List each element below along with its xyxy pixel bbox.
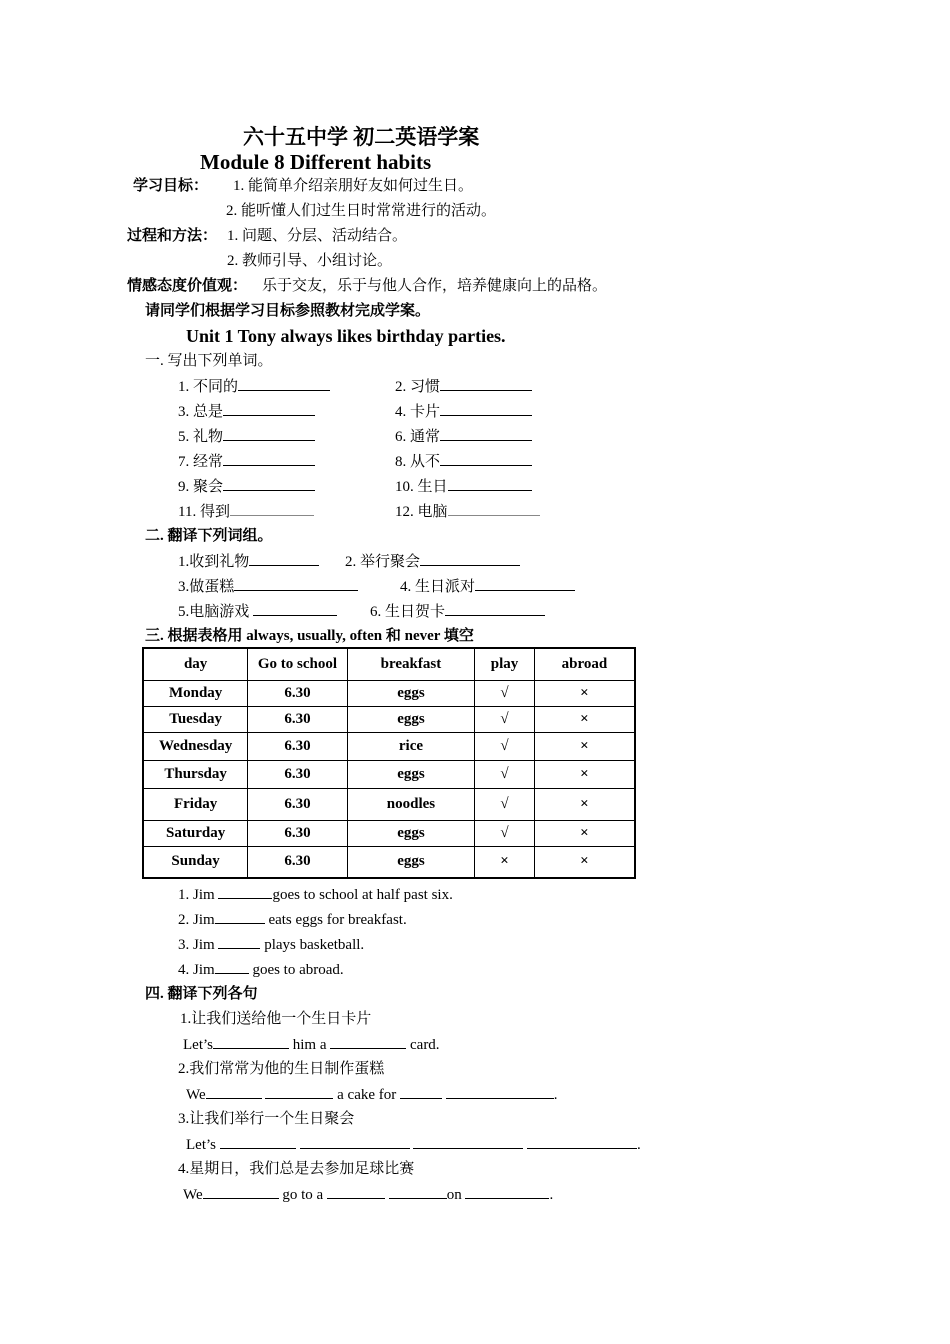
- table-cell: 6.30: [248, 820, 348, 846]
- table-cell: Wednesday: [143, 732, 248, 760]
- word-item: 9. 聚会: [178, 476, 315, 497]
- table-header-cell: abroad: [534, 648, 635, 680]
- answer-blank[interactable]: [465, 1184, 549, 1199]
- table-cell: eggs: [347, 846, 474, 878]
- answer-blank[interactable]: [218, 884, 272, 899]
- table-cell: √: [475, 680, 535, 706]
- table-header-row: [143, 648, 635, 680]
- translate-prompt: 4.星期日，我们总是去参加足球比赛: [178, 1161, 415, 1177]
- module-title: Module 8 Different habits: [200, 150, 432, 174]
- word-item: 8. 从不: [395, 451, 532, 472]
- phrase-item: 4. 生日派对: [400, 576, 575, 597]
- table-cell: √: [475, 760, 535, 788]
- answer-blank[interactable]: [230, 501, 314, 516]
- table-cell: Sunday: [143, 846, 248, 878]
- answer-blank[interactable]: [249, 551, 319, 566]
- fill-sentence: 4. Jim goes to abroad.: [178, 959, 344, 980]
- answer-blank[interactable]: [400, 1084, 442, 1099]
- answer-blank[interactable]: [440, 376, 532, 391]
- word-item: 5. 礼物: [178, 426, 315, 447]
- answer-blank[interactable]: [253, 601, 337, 616]
- answer-blank[interactable]: [218, 934, 260, 949]
- section2-heading: 二. 翻译下列词组。: [145, 528, 273, 544]
- answer-blank[interactable]: [223, 451, 315, 466]
- table-header-cell: Go to school: [248, 648, 348, 680]
- table-header-cell: day: [143, 648, 248, 680]
- unit-title: Unit 1 Tony always likes birthday parties.: [186, 326, 506, 346]
- answer-blank[interactable]: [448, 501, 540, 516]
- answer-blank[interactable]: [527, 1134, 637, 1149]
- translate-prompt: 3.让我们举行一个生日聚会: [178, 1111, 355, 1127]
- translate-answer: Let’s .: [186, 1134, 641, 1155]
- word-item: 1. 不同的: [178, 376, 330, 397]
- table-cell: ×: [534, 846, 635, 878]
- answer-blank[interactable]: [234, 576, 358, 591]
- table-cell: Thursday: [143, 760, 248, 788]
- answer-blank[interactable]: [448, 476, 532, 491]
- word-item: 7. 经常: [178, 451, 315, 472]
- word-item: 4. 卡片: [395, 401, 532, 422]
- table-cell: √: [475, 732, 535, 760]
- table-cell: ×: [534, 788, 635, 820]
- answer-blank[interactable]: [475, 576, 575, 591]
- answer-blank[interactable]: [440, 426, 532, 441]
- habits-table: [142, 647, 636, 879]
- answer-blank[interactable]: [389, 1184, 447, 1199]
- table-header-cell: play: [475, 648, 535, 680]
- answer-blank[interactable]: [446, 1084, 554, 1099]
- answer-blank[interactable]: [413, 1134, 523, 1149]
- table-cell: eggs: [347, 760, 474, 788]
- phrase-item: 2. 举行聚会: [345, 551, 520, 572]
- word-item: 3. 总是: [178, 401, 315, 422]
- table-cell: noodles: [347, 788, 474, 820]
- answer-blank[interactable]: [220, 1134, 296, 1149]
- answer-blank[interactable]: [213, 1034, 289, 1049]
- answer-blank[interactable]: [203, 1184, 279, 1199]
- table-cell: Friday: [143, 788, 248, 820]
- table-cell: Tuesday: [143, 706, 248, 732]
- table-cell: 6.30: [248, 706, 348, 732]
- answer-blank[interactable]: [420, 551, 520, 566]
- translate-answer: Let’s him a card.: [183, 1034, 440, 1055]
- objective-item: 2. 能听懂人们过生日时常常进行的活动。: [226, 203, 497, 219]
- translate-prompt: 1.让我们送给他一个生日卡片: [180, 1011, 372, 1027]
- word-item: 11. 得到: [178, 501, 314, 522]
- word-item: 12. 电脑: [395, 501, 540, 522]
- fill-sentence: 3. Jim plays basketball.: [178, 934, 364, 955]
- fill-sentence: 2. Jim eats eggs for breakfast.: [178, 909, 407, 930]
- answer-blank[interactable]: [330, 1034, 406, 1049]
- answer-blank[interactable]: [223, 426, 315, 441]
- word-item: 6. 通常: [395, 426, 532, 447]
- word-item: 10. 生日: [395, 476, 532, 497]
- phrase-item: 5.电脑游戏: [178, 601, 337, 622]
- table-row: [143, 706, 635, 732]
- table-cell: eggs: [347, 706, 474, 732]
- answer-blank[interactable]: [265, 1084, 333, 1099]
- table-cell: ×: [534, 760, 635, 788]
- table-cell: √: [475, 820, 535, 846]
- table-cell: ×: [534, 732, 635, 760]
- answer-blank[interactable]: [215, 909, 265, 924]
- table-cell: rice: [347, 732, 474, 760]
- translate-answer: We a cake for .: [186, 1084, 558, 1105]
- answer-blank[interactable]: [445, 601, 545, 616]
- table-cell: Monday: [143, 680, 248, 706]
- table-cell: eggs: [347, 680, 474, 706]
- answer-blank[interactable]: [206, 1084, 262, 1099]
- table-row: [143, 788, 635, 820]
- objective-item: 1. 能简单介绍亲朋好友如何过生日。: [233, 178, 474, 194]
- objectives-label: 学习目标：: [133, 178, 209, 194]
- table-row: [143, 846, 635, 878]
- table-row: [143, 680, 635, 706]
- table-cell: ×: [475, 846, 535, 878]
- school-title: 六十五中学 初二英语学案: [243, 125, 480, 149]
- answer-blank[interactable]: [223, 401, 315, 416]
- phrase-item: 1.收到礼物: [178, 551, 319, 572]
- method-item: 2. 教师引导、小组讨论。: [227, 253, 393, 269]
- section3-heading: 三. 根据表格用 always, usually, often 和 never 填空: [145, 628, 474, 644]
- translate-prompt: 2.我们常常为他的生日制作蛋糕: [178, 1061, 385, 1077]
- table-row: [143, 760, 635, 788]
- methods-label: 过程和方法：: [127, 228, 218, 244]
- answer-blank[interactable]: [440, 451, 532, 466]
- section4-heading: 四. 翻译下列各句: [145, 986, 258, 1002]
- table-row: [143, 732, 635, 760]
- answer-blank[interactable]: [215, 959, 249, 974]
- table-cell: 6.30: [248, 732, 348, 760]
- fill-sentence: 1. Jim goes to school at half past six.: [178, 884, 453, 905]
- table-cell: 6.30: [248, 846, 348, 878]
- table-cell: ×: [534, 820, 635, 846]
- values-label: 情感态度价值观：: [127, 278, 248, 294]
- answer-blank[interactable]: [223, 476, 315, 491]
- answer-blank[interactable]: [300, 1134, 410, 1149]
- method-item: 1. 问题、分层、活动结合。: [227, 228, 408, 244]
- word-item: 2. 习惯: [395, 376, 532, 397]
- answer-blank[interactable]: [440, 401, 532, 416]
- answer-blank[interactable]: [238, 376, 330, 391]
- table-cell: ×: [534, 680, 635, 706]
- table-cell: Saturday: [143, 820, 248, 846]
- phrase-item: 6. 生日贺卡: [370, 601, 545, 622]
- phrase-item: 3.做蛋糕: [178, 576, 358, 597]
- table-cell: √: [475, 706, 535, 732]
- values-text: 乐于交友，乐于与他人合作，培养健康向上的品格。: [262, 278, 608, 294]
- section1-heading: 一. 写出下列单词。: [145, 353, 273, 369]
- instruction: 请同学们根据学习目标参照教材完成学案。: [145, 303, 431, 319]
- answer-blank[interactable]: [327, 1184, 385, 1199]
- translate-answer: We go to a on .: [183, 1184, 553, 1205]
- table-cell: 6.30: [248, 680, 348, 706]
- table-row: [143, 820, 635, 846]
- table-cell: 6.30: [248, 760, 348, 788]
- table-cell: ×: [534, 706, 635, 732]
- table-cell: 6.30: [248, 788, 348, 820]
- table-cell: √: [475, 788, 535, 820]
- table-header-cell: breakfast: [347, 648, 474, 680]
- table-cell: eggs: [347, 820, 474, 846]
